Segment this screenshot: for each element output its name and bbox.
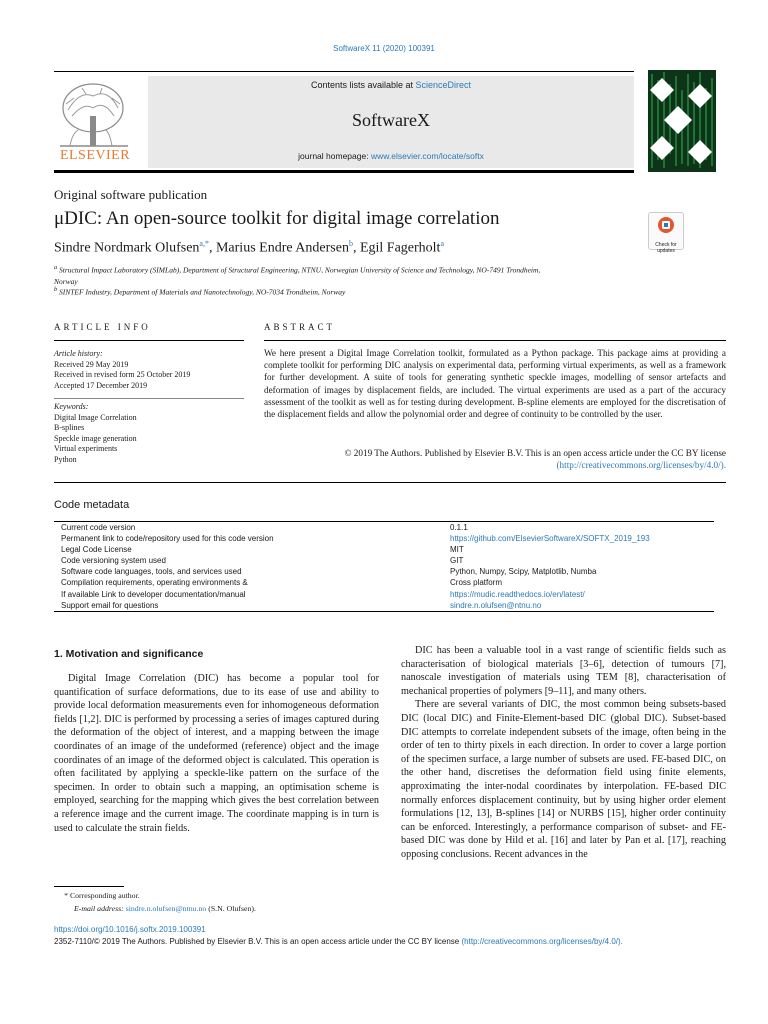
journal-reference[interactable]: SoftwareX 11 (2020) 100391 [333, 44, 435, 53]
repository-link[interactable]: https://github.com/ElsevierSoftwareX/SOFTX_2019_193 [450, 534, 650, 544]
author-affiliation-mark[interactable]: b [348, 239, 353, 248]
affiliation-mark: b [54, 286, 58, 293]
metadata-key: Software code languages, tools, and services used [61, 567, 242, 577]
front-matter-rule [54, 482, 726, 483]
metadata-key: If available Link to developer documentation/manual [61, 589, 246, 599]
check-for-updates-badge[interactable] [648, 212, 684, 254]
section-heading: 1. Motivation and significance [54, 648, 204, 660]
metadata-key: Current code version [61, 523, 136, 532]
author-separator: , [352, 240, 360, 256]
article-info-heading: ARTICLE INFO [54, 322, 151, 332]
header-top-rule [54, 71, 634, 72]
table-row [54, 522, 714, 533]
author-separator: , [208, 240, 216, 256]
corresponding-label: Corresponding author. [69, 891, 140, 900]
author-name[interactable]: Marius Endre Andersen [215, 240, 349, 256]
article-info-rule [54, 340, 244, 341]
journal-cover-image [648, 70, 716, 172]
affiliation-text: SINTEF Industry, Department of Materials and Nanotechnology, NO-7034 Trondheim, Norway [59, 287, 346, 297]
author-name[interactable]: Sindre Nordmark Olufsen [54, 240, 200, 256]
check-updates-label: Check for updates [655, 242, 677, 254]
abstract-text: We here present a Digital Image Correlation toolkit, formulated as a Python package. This package aims at providing a complete toolkit for performing DIC analysis on experimental data, performing virtual experiments, as well as a framework for further development. A suite of tools for generating synthetic speckle images, modelling of sensor artefacts and deformation of images by displacement fields, are included. The virtual experiments are used as a part of the accuracy assessment of the toolkit as well as for testing during development. B-spline elements are employed for the discretisation of the displacement fields and allow the polynomial order and degree of continuity to be controlled by the user. [264, 348, 726, 420]
email-note [74, 903, 256, 914]
homepage-link[interactable]: www.elsevier.com/locate/softx [370, 151, 484, 161]
author-affiliation-mark[interactable]: a [440, 239, 445, 248]
abstract-heading: ABSTRACT [264, 322, 336, 332]
body-paragraph: There are several variants of DIC, the most common being subsets-based DIC (local DIC) and Finite-Element-based DIC (global DIC). Subset-based DIC attempts to correlate independent subsets of the image, often being in the order of ten to thirty pixels in each direction. In order to cover a large portion of the specimen surface, a large number of subsets are used. FE-based DIC, on the other hand, discretises the deformation field using finite elements, approximating the inter-nodal coordinates by interpolation. FE-based DIC normally enforces displacement continuity, but by using higher order element formulations [12, 13], B-splines [14] or NURBS [15], higher order continuity can be enforced. Interestingly, a performance comparison of subset- and FE-based DIC was done by Hild et al. [16] and later by Pan et al. [17], reaching opposing conclusions. Recent advances in the [401, 699, 726, 860]
support-email-link[interactable]: sindre.n.olufsen@ntnu.no [450, 600, 542, 610]
affiliation-mark: a [54, 264, 58, 271]
code-metadata-table [54, 521, 714, 612]
journal-homepage-line [148, 151, 634, 161]
metadata-key: Support email for questions [61, 600, 159, 610]
email-label: E-mail address: [74, 904, 124, 913]
keyword: B-splines [54, 423, 85, 432]
email-suffix: (S.N. Olufsen). [208, 904, 256, 913]
keyword: Speckle image generation [54, 433, 137, 443]
right-column [401, 644, 726, 862]
metadata-key: Code versioning system used [61, 556, 166, 566]
keyword: Python [54, 454, 77, 464]
corresponding-author-note [54, 890, 140, 901]
body-paragraph: Digital Image Correlation (DIC) has become a popular tool for quantification of surface deformations, due to its ease of use and ability to provide local deformation measurements even for inhomogeneous deformation fields [1,2]. DIC is performed by processing a series of images captured during the deformation of the object of interest, and a mapping between the image coordinates of an image of the undeformed (reference) object and the image coordinates of an image of the deformed object is calculated. This operation is often facilitated by applying a speckle-like pattern on the surface of the specimen. In order to obtain such a mapping, an optimisation scheme is employed, searching for the mapping which gives the best correlation between a reference image and the current image. The coordinate mapping is in turn is used to calculate the strain fields. [54, 673, 379, 834]
author-affiliation-mark[interactable]: a,* [199, 239, 209, 248]
metadata-value: Cross platform [450, 578, 503, 588]
sciencedirect-link[interactable]: ScienceDirect [415, 80, 472, 90]
article-history [54, 349, 244, 391]
author-name[interactable]: Egil Fagerholt [359, 240, 441, 256]
left-column [54, 672, 379, 835]
homepage-prefix: journal homepage: [298, 151, 371, 161]
metadata-key: Compilation requirements, operating environments & [61, 578, 248, 588]
footer-license-link[interactable]: (http://creativecommons.org/licenses/by/4.0/). [461, 937, 623, 946]
contents-prefix: Contents lists available at [310, 80, 416, 90]
history-entry: Received 29 May 2019 [54, 359, 129, 369]
table-row [54, 555, 714, 566]
table-row [54, 589, 714, 600]
cover-graphic [648, 70, 716, 172]
issn-text: 2352-7110/© 2019 The Authors. Published by Elsevier B.V. This is an open access article under the CC BY license [54, 937, 460, 946]
table-row [54, 600, 714, 611]
footnote-mark: * [64, 891, 68, 900]
issn-line [54, 937, 623, 946]
metadata-value: GIT [450, 556, 464, 566]
contents-line [148, 80, 634, 90]
footnote-rule [54, 886, 124, 887]
affiliation [54, 284, 554, 298]
keywords-block [54, 402, 244, 465]
article-title: μDIC: An open-source toolkit for digital image correlation [54, 208, 500, 229]
table-row [54, 577, 714, 588]
article-history-label: Article history: [54, 349, 103, 358]
header-bottom-rule [54, 170, 634, 173]
author-email-link[interactable]: sindre.n.olufsen@ntnu.no [125, 904, 207, 913]
history-entry: Received in revised form 25 October 2019 [54, 370, 191, 379]
metadata-value: 0.1.1 [450, 523, 468, 532]
article-info-divider [54, 398, 244, 399]
history-entry: Accepted 17 December 2019 [54, 380, 148, 390]
metadata-value: Python, Numpy, Scipy, Matplotlib, Numba [450, 567, 597, 577]
code-metadata-title: Code metadata [54, 499, 130, 511]
check-updates-icon [649, 213, 683, 237]
abstract-rule [264, 340, 726, 341]
journal-name: SoftwareX [352, 110, 430, 130]
elsevier-wordmark: ELSEVIER [59, 148, 131, 163]
table-row [54, 566, 714, 577]
author-list [54, 239, 444, 257]
documentation-link[interactable]: https://mudic.readthedocs.io/en/latest/ [450, 589, 585, 599]
body-paragraph: DIC has been a valuable tool in a vast range of scientific fields such as characterisation of biological materials [3–6], detection of tumours [7], nanoscale investigation of materials using TEM [8], characterisation of mechanical properties of polymers [9–11], and many others. [401, 645, 726, 697]
section-type: Original software publication [54, 187, 208, 202]
keyword: Digital Image Correlation [54, 412, 137, 422]
metadata-value: MIT [450, 545, 464, 555]
copyright-text: © 2019 The Authors. Published by Elsevier B.V. This is an open access article under the CC BY license [344, 448, 726, 458]
keywords-label: Keywords: [54, 402, 89, 411]
keyword: Virtual experiments [54, 444, 118, 453]
abstract-copyright [264, 447, 726, 471]
table-row [54, 533, 714, 544]
affiliation [54, 262, 554, 287]
doi-link[interactable]: https://doi.org/10.1016/j.softx.2019.100391 [54, 925, 206, 934]
metadata-key: Permanent link to code/repository used for this code version [61, 534, 274, 544]
license-link[interactable]: (http://creativecommons.org/licenses/by/4.0/). [556, 460, 726, 471]
metadata-key: Legal Code License [61, 545, 132, 555]
affiliation-text: Structural Impact Laboratory (SIMLab), Department of Structural Engineering, NTNU, Norwegian University of Science and Technology, NO-7491 Trondheim, Norway [54, 265, 541, 286]
table-row [54, 544, 714, 555]
